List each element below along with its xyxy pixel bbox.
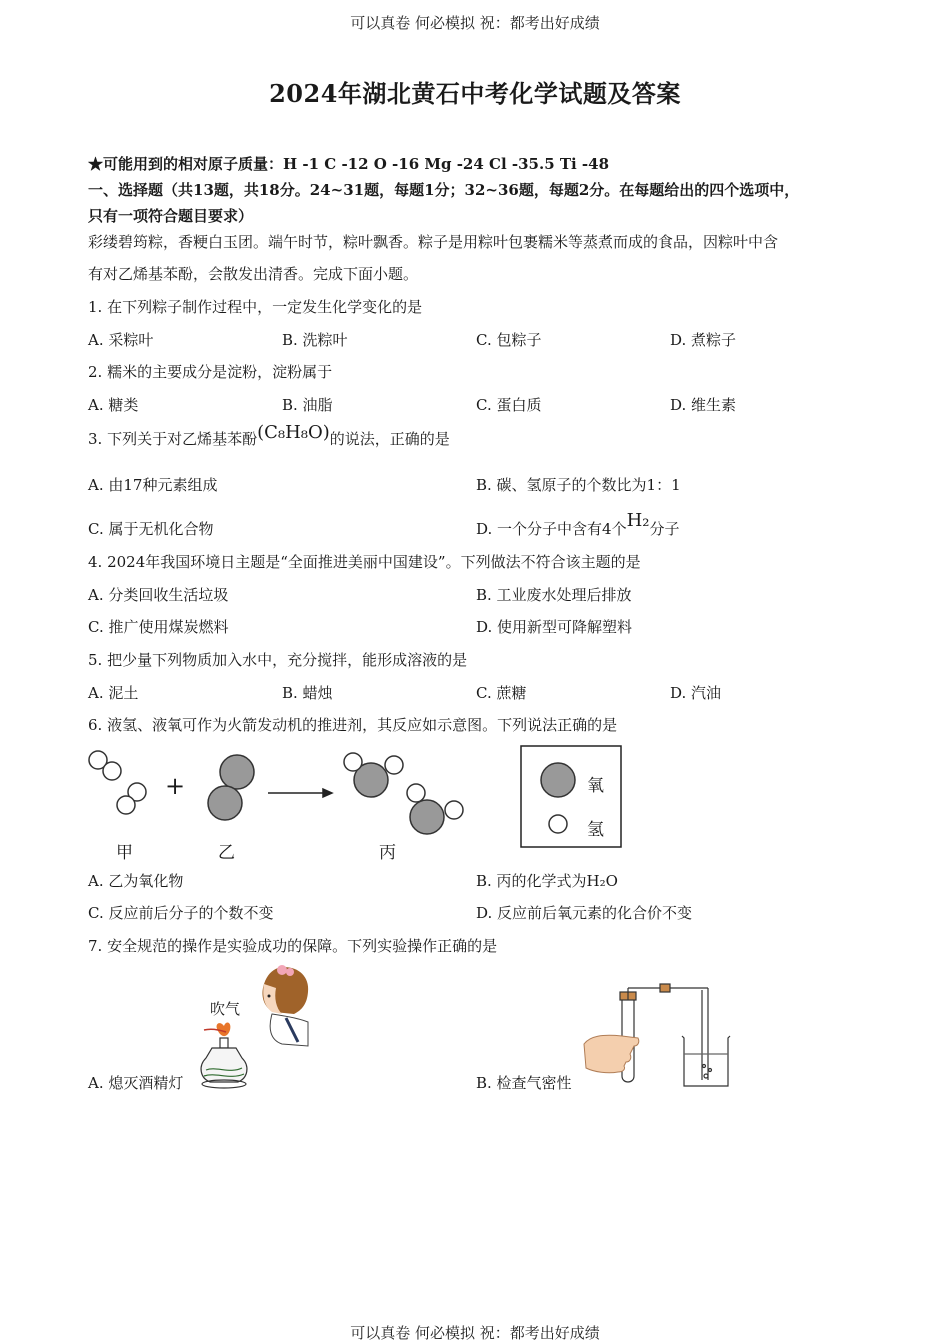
q1-option-b[interactable]: B. 洗粽叶: [282, 331, 348, 349]
q3-option-b[interactable]: B. 碳、氢原子的个数比为1：1: [476, 476, 681, 494]
q3-stem-start: 3. 下列关于对乙烯基苯酚: [88, 430, 258, 448]
blow-label: 吹气: [210, 1000, 241, 1018]
plus-sign: +: [165, 772, 186, 800]
intro-line-2: 有对乙烯基苯酚，会散发出清香。完成下面小题。: [88, 265, 419, 283]
beaker-icon: [682, 1036, 730, 1086]
q6-option-b[interactable]: B. 丙的化学式为H₂O: [476, 872, 618, 890]
water-molecules: [344, 753, 463, 834]
q5-option-b[interactable]: B. 蜡烛: [282, 684, 333, 702]
alcohol-lamp-icon: [201, 1038, 247, 1088]
hand-icon: [584, 1035, 639, 1073]
oxygen-atom-icon: [541, 763, 575, 797]
q7-option-a[interactable]: A. 熄灭酒精灯: [88, 1074, 184, 1092]
q3-stem: [88, 422, 450, 449]
q3-option-c[interactable]: C. 属于无机化合物: [88, 520, 214, 538]
q1-option-a[interactable]: A. 采粽叶: [88, 331, 154, 349]
q4-option-c[interactable]: C. 推广使用煤炭燃料: [88, 618, 229, 636]
flame-icon: [204, 1023, 230, 1037]
q3-stem-end: 的说法，正确的是: [329, 430, 450, 448]
q4-option-b[interactable]: B. 工业废水处理后排放: [476, 586, 632, 604]
q3-formula: (C₈H₈O): [257, 422, 330, 443]
q2-stem: 2. 糯米的主要成分是淀粉，淀粉属于: [88, 363, 333, 381]
q3-option-d-formula: H₂: [626, 510, 650, 531]
q1-stem: 1. 在下列粽子制作过程中，一定发生化学变化的是: [88, 298, 423, 316]
atomic-masses: ★可能用到的相对原子质量：H -1 C -12 O -16 Mg -24 Cl -35.5 Ti -48: [88, 155, 610, 173]
q6-option-a[interactable]: A. 乙为氧化物: [88, 872, 184, 890]
label-jia: 甲: [116, 843, 133, 863]
reaction-arrow: [268, 789, 332, 797]
q3-option-a[interactable]: A. 由17种元素组成: [88, 476, 218, 494]
label-yi: 乙: [218, 843, 235, 863]
label-bing: 丙: [379, 843, 396, 863]
girl-figure: [262, 965, 308, 1046]
hydrogen-atom-icon: [549, 815, 567, 833]
q5-stem: 5. 把少量下列物质加入水中，充分搅拌，能形成溶液的是: [88, 651, 468, 669]
legend-oxygen-label: 氧: [587, 776, 604, 796]
q3-option-d[interactable]: [476, 510, 680, 538]
q7-stem: 7. 安全规范的操作是实验成功的保障。下列实验操作正确的是: [88, 937, 498, 955]
section-instructions-2: 只有一项符合题目要求）: [88, 207, 254, 225]
intro-line-1: 彩缕碧筠粽，香粳白玉团。端午时节，粽叶飘香。粽子是用粽叶包裹糯米等蒸煮而成的食品，因粽叶中含: [88, 233, 779, 251]
legend-hydrogen-label: 氢: [587, 820, 604, 840]
q5-option-a[interactable]: A. 泥土: [88, 684, 139, 702]
q1-option-c[interactable]: C. 包粽子: [476, 331, 542, 349]
oxygen-molecule: [208, 755, 254, 820]
reaction-diagram: [80, 740, 640, 865]
legend-box: [521, 746, 621, 847]
q7-option-b[interactable]: B. 检查气密性: [476, 1074, 572, 1092]
q2-option-a[interactable]: A. 糖类: [88, 396, 139, 414]
q2-option-d[interactable]: D. 维生素: [670, 396, 737, 414]
page-header: 可以真卷 何必模拟 祝：都考出好成绩: [350, 14, 600, 32]
q4-option-d[interactable]: D. 使用新型可降解塑料: [476, 618, 633, 636]
q6-stem: 6. 液氢、液氧可作为火箭发动机的推进剂，其反应如示意图。下列说法正确的是: [88, 716, 618, 734]
hydrogen-molecules: [89, 751, 146, 814]
q1-option-d[interactable]: D. 煮粽子: [670, 331, 737, 349]
q4-stem: 4. 2024年我国环境日主题是“全面推进美丽中国建设”。下列做法不符合该主题的是: [88, 553, 641, 571]
blow-out-lamp-illustration: [190, 962, 315, 1090]
q6-option-d[interactable]: D. 反应前后氧元素的化合价不变: [476, 904, 693, 922]
q3-option-d-start: D. 一个分子中含有4个: [476, 520, 627, 538]
q2-option-b[interactable]: B. 油脂: [282, 396, 333, 414]
section-instructions-1: 一、选择题（共13题，共18分。24~31题，每题1分；32~36题，每题2分。在每题给出的四个选项中，: [88, 181, 800, 199]
q3-option-d-end: 分子: [649, 520, 680, 538]
page-title: 2024年湖北黄石中考化学试题及答案: [269, 79, 681, 108]
q5-option-c[interactable]: C. 蔗糖: [476, 684, 527, 702]
q2-option-c[interactable]: C. 蛋白质: [476, 396, 542, 414]
page-footer: 可以真卷 何必模拟 祝：都考出好成绩: [350, 1324, 600, 1342]
q5-option-d[interactable]: D. 汽油: [670, 684, 722, 702]
airtightness-check-illustration: [582, 978, 732, 1090]
q6-option-c[interactable]: C. 反应前后分子的个数不变: [88, 904, 274, 922]
q4-option-a[interactable]: A. 分类回收生活垃圾: [88, 586, 229, 604]
test-tube-icon: [620, 984, 708, 1082]
